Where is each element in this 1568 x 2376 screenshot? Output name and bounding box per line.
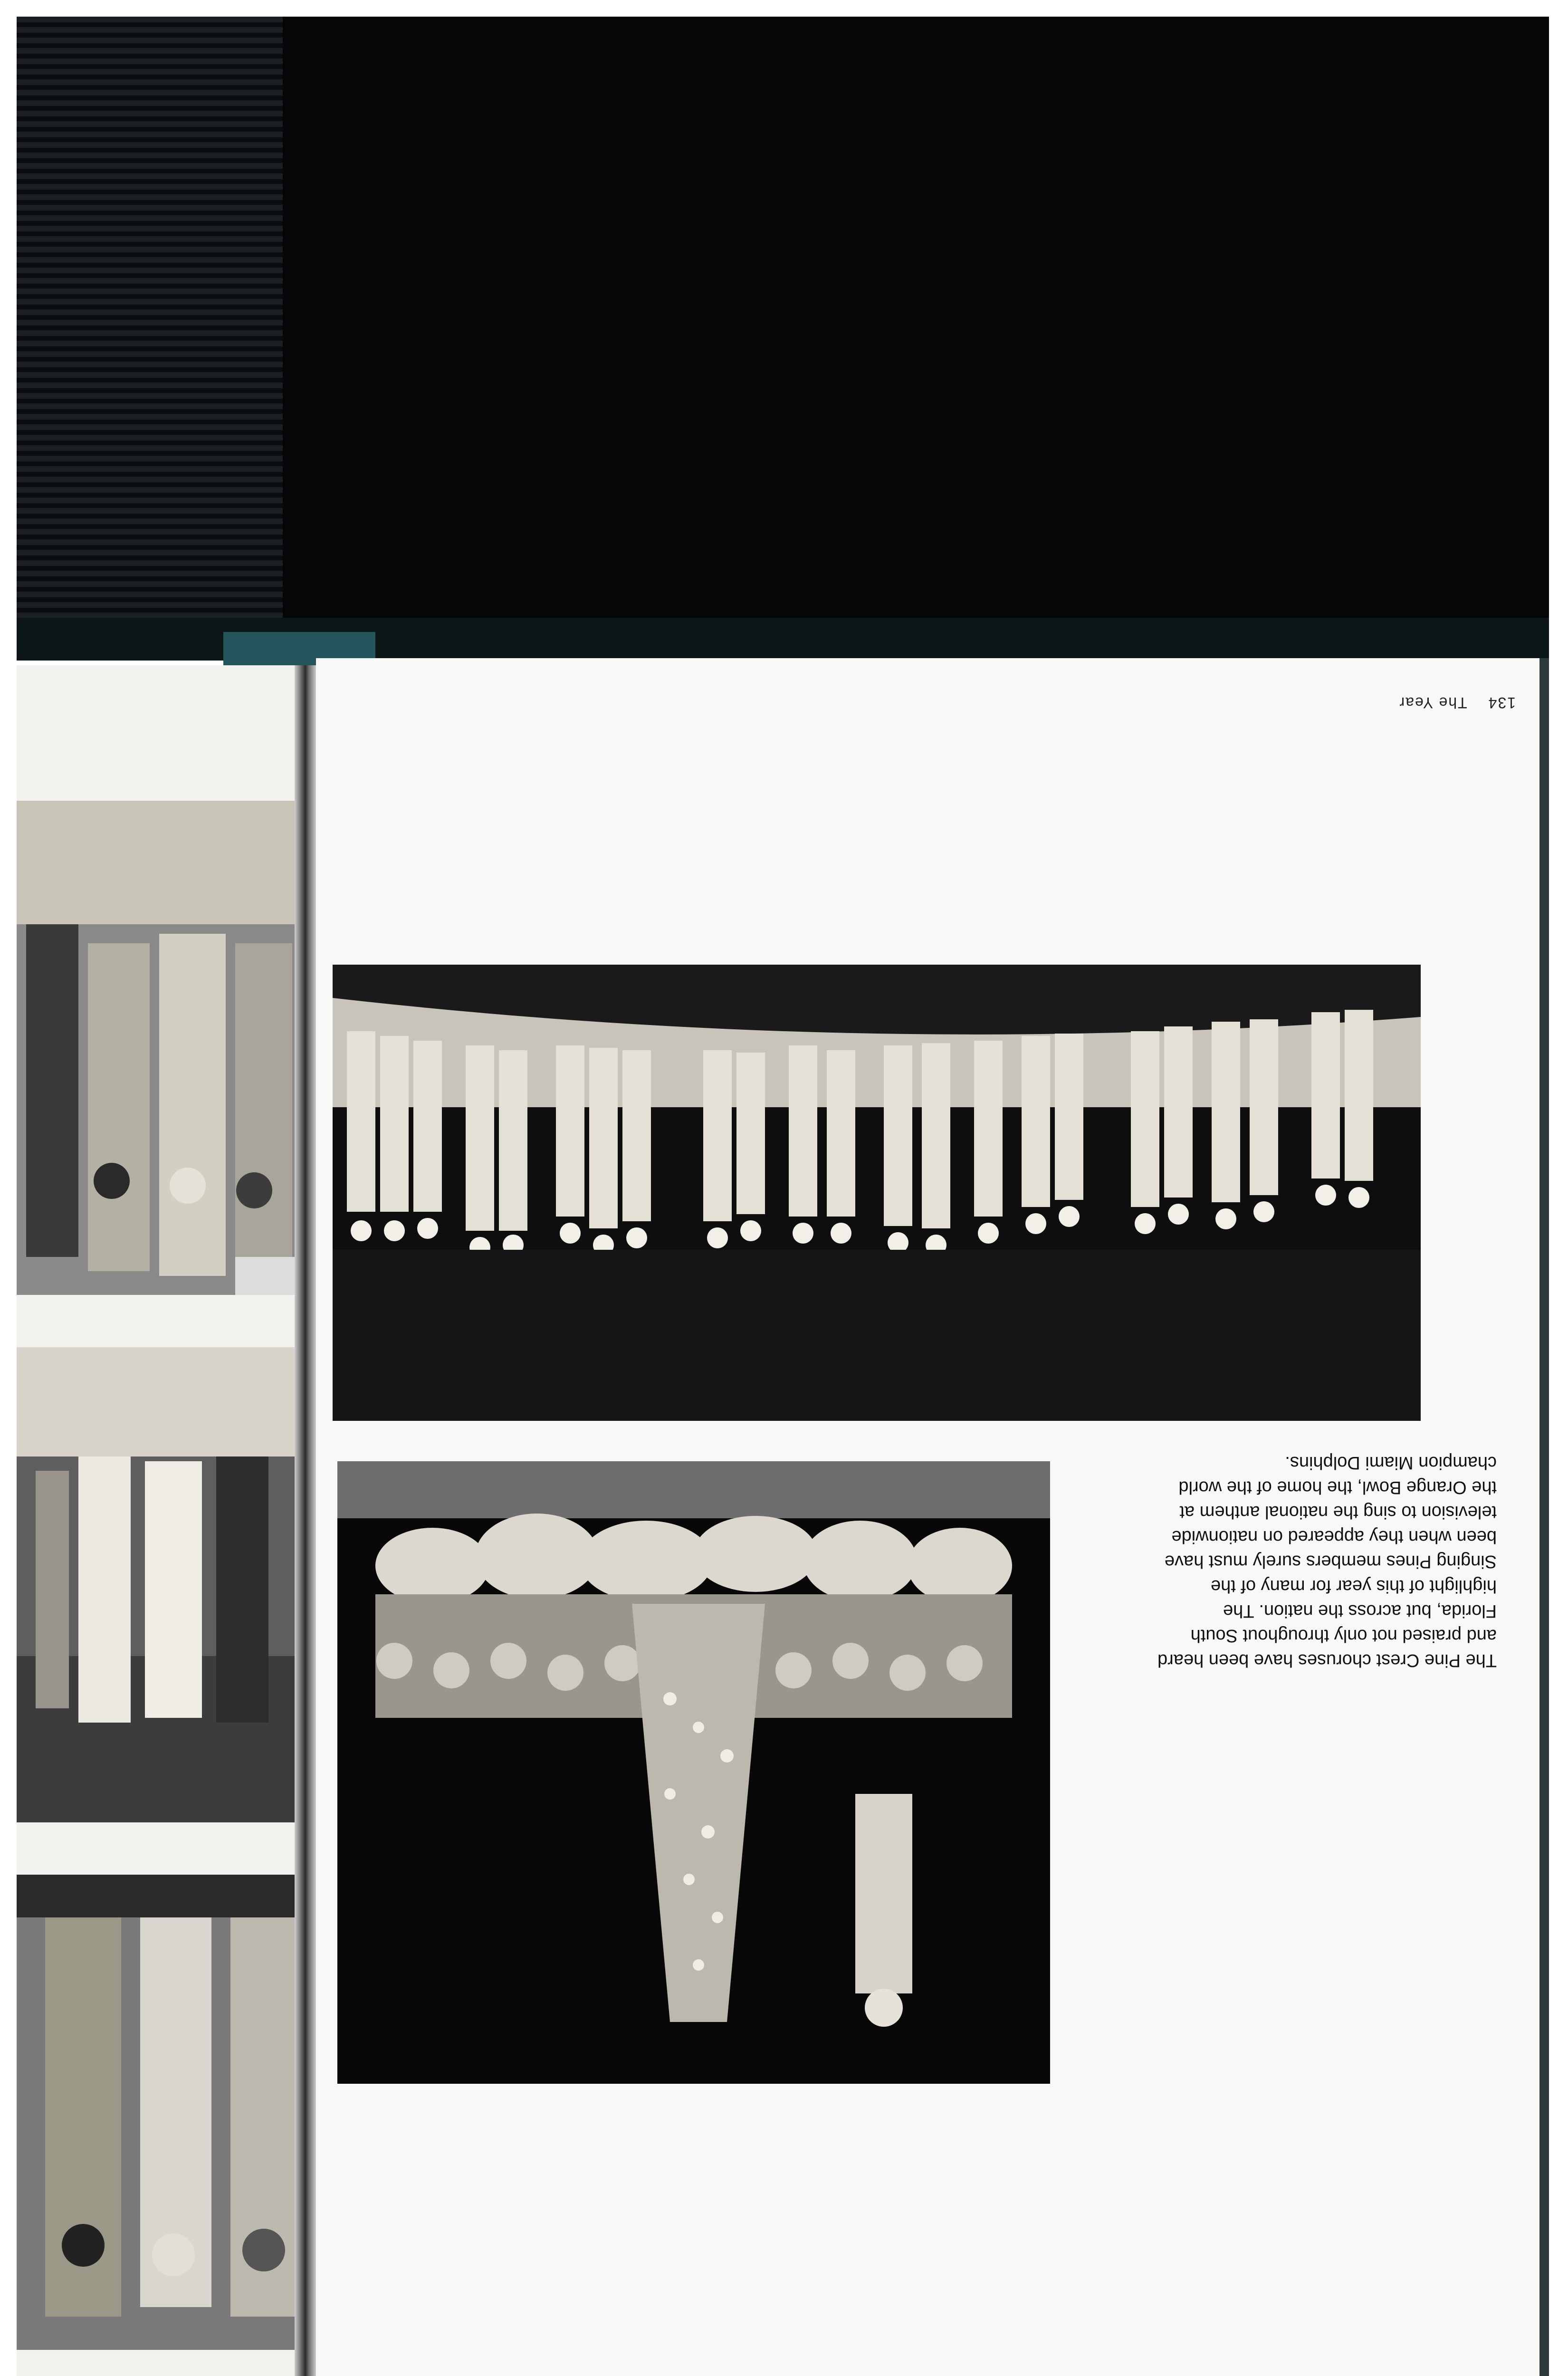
caption-line: Singing Pines members surely must have (1164, 1552, 1497, 1571)
caption-line: Florida, but across the nation. The (1223, 1601, 1497, 1621)
left-page-top-photo (17, 801, 302, 1295)
page-number: 134 (1487, 694, 1516, 711)
book-gutter (295, 665, 318, 2376)
window-blinds (17, 17, 283, 656)
caption-line: and praised not only throughout South (1190, 1626, 1497, 1646)
photo-caption (1079, 1426, 1497, 1673)
page-edge (1539, 658, 1549, 2376)
left-page (17, 665, 311, 2376)
caption-line: been when they appeared on nationwide (1171, 1527, 1497, 1547)
left-page-middle-photo (17, 1347, 309, 1822)
caption-line: the Orange Bowl, the home of the world (1178, 1477, 1497, 1497)
choir-performance-photo (337, 1461, 1050, 2084)
caption-line: highlight of this year for many of the (1211, 1576, 1497, 1596)
left-page-bottom-photo (17, 1875, 311, 2350)
chorus-line-stage-photo (333, 965, 1421, 1421)
caption-line: champion Miami Dolphins. (1285, 1453, 1497, 1473)
caption-line: television to sing the national anthem at (1179, 1502, 1497, 1522)
page-number-label (1373, 694, 1516, 711)
section-label: The Year (1398, 694, 1467, 711)
caption-line: The Pine Crest choruses have been heard (1157, 1650, 1497, 1670)
